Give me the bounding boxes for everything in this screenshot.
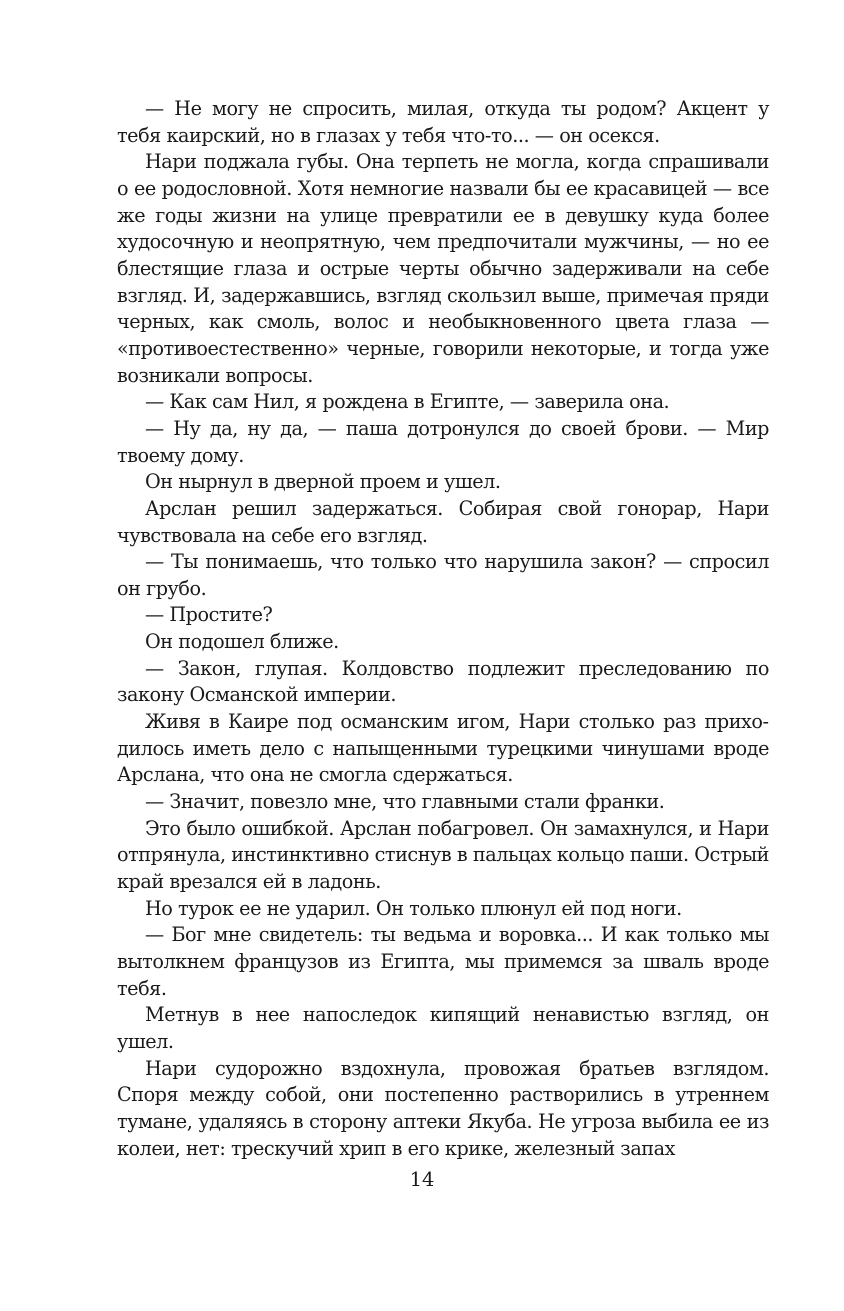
page-number: 14 bbox=[409, 1168, 435, 1191]
book-page-text bbox=[117, 96, 769, 1162]
paragraph: — Ну да, ну да, — паша дотронулся до своей брови. — Мир твоему дому. bbox=[117, 416, 769, 467]
paragraph: Он подошел ближе. bbox=[145, 630, 339, 654]
paragraph: — Не могу не спросить, милая, откуда ты родом? Акцент у тебя каирский, но в глазах у тебя что-то... — он осекся. bbox=[117, 97, 769, 147]
paragraph: — Значит, повезло мне, что главными стали франки. bbox=[145, 790, 665, 814]
paragraph: — Закон, глупая. Колдовство подлежит преследованию по закону Османской империи. bbox=[117, 656, 769, 707]
paragraph: — Ты понимаешь, что только что нарушила закон? — спросил он грубо. bbox=[117, 550, 769, 600]
paragraph: Но турок ее не ударил. Он только плюнул ей под ноги. bbox=[145, 896, 682, 920]
paragraph: Он нырнул в дверной проем и ушел. bbox=[145, 470, 501, 494]
paragraph: — Простите? bbox=[145, 603, 273, 627]
paragraph: Нари судорожно вздохнула, провожая братьев взглядом. Споря между собой, они постепенно растворились в утреннем тумане, удаляясь в сторону аптеки Якуба. Не угроза выбила ее из колеи, нет: трескучий хрип в его крике, железный запах bbox=[117, 1056, 769, 1160]
paragraph: Арслан решил задержаться. Собирая свой гонорар, Нари чувствовала на себе его взгляд. bbox=[117, 496, 769, 547]
paragraph: Живя в Каире под османским игом, Нари столько раз приходилось иметь дело с напыщенными турецкими чинушами вроде Арслана, что она не смогла сдержаться. bbox=[117, 710, 769, 787]
paragraph: — Как сам Нил, я рождена в Египте, — заверила она. bbox=[145, 390, 670, 414]
paragraph: Метнув в нее напоследок кипящий ненавистью взгляд, он ушел. bbox=[117, 1003, 769, 1053]
paragraph: Нари поджала губы. Она терпеть не могла, когда спрашивали о ее родословной. Хотя немногие назвали бы ее красавицей — все же годы жизни на улице превратили ее в девушку куда более худосочную и неопрятную, чем предпочитали мужчины, — но ее блестящие глаза и острые черты обычно задерживали на себе взгляд. И, задержавшись, взгляд скользил выше, примечая пряди черных, как смоль, волос и необыкновенного цвета глаза — «противоестественно» черные, говорили некоторые, и тогда уже возникали вопросы. bbox=[117, 150, 769, 387]
paragraph: — Бог мне свидетель: ты ведьма и воровка... И как только мы вытолкнем французов из Египта, мы примемся за шваль вроде тебя. bbox=[117, 923, 769, 1000]
paragraph: Это было ошибкой. Арслан побагровел. Он замахнулся, и Нари отпрянула, инстинктивно стиснув в пальцах кольцо паши. Острый край врезался ей в ладонь. bbox=[117, 816, 769, 894]
